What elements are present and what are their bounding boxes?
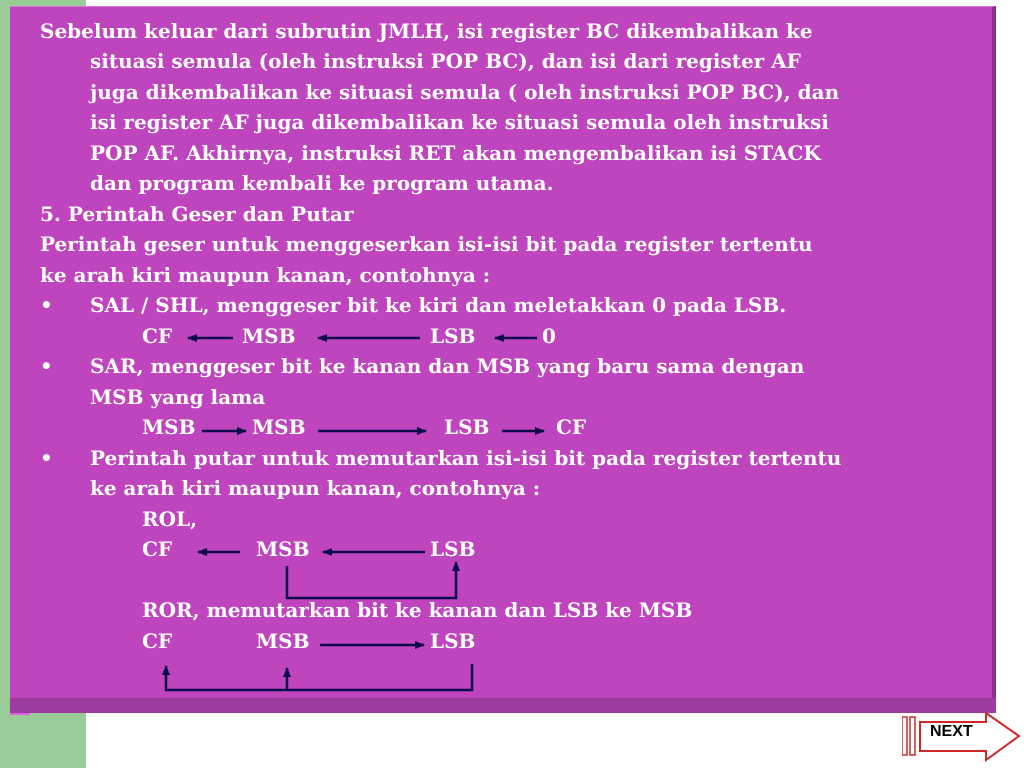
rol-lsb: LSB [430,537,476,561]
sal-cf: CF [142,324,173,348]
para1-line-1: Sebelum keluar dari subrutin JMLH, isi register BC dikembalikan ke [40,19,813,43]
bullet-2-line-2: MSB yang lama [90,385,266,409]
intro-line-2: ke arah kiri maupun kanan, contohnya : [40,263,491,287]
rol-loop-msb-to-lsb [287,562,456,598]
bullet-3-line-2: ke arah kiri maupun kanan, contohnya : [90,476,541,500]
sar-msb-old: MSB [142,415,196,439]
para1-line-5: POP AF. Akhirnya, instruksi RET akan mengembalikan isi STACK [90,141,821,165]
sal-msb: MSB [242,324,296,348]
bullet-3-marker: • [40,446,53,470]
next-label: NEXT [930,723,973,740]
sar-msb-new: MSB [252,415,306,439]
bullet-2-marker: • [40,354,53,378]
section-heading: 5. Perintah Geser dan Putar [40,202,354,226]
rol-cf: CF [142,537,173,561]
para1-line-6: dan program kembali ke program utama. [90,171,554,195]
bullet-2-line-1: SAR, menggeser bit ke kanan dan MSB yang baru sama dengan [90,354,805,378]
intro-line-1: Perintah geser untuk menggeserkan isi-isi bit pada register tertentu [40,232,813,256]
ror-lsb: LSB [430,629,476,653]
bullet-1-marker: • [40,293,53,317]
ror-label: ROR, memutarkan bit ke kanan dan LSB ke MSB [142,598,693,622]
sal-lsb: LSB [430,324,476,348]
sal-zero: 0 [542,324,556,348]
bullet-1-text: SAL / SHL, menggeser bit ke kiri dan meletakkan 0 pada LSB. [90,293,787,317]
para1-line-4: isi register AF juga dikembalikan ke situasi semula oleh instruksi [90,110,829,134]
para1-line-3: juga dikembalikan ke situasi semula ( oleh instruksi POP BC), dan [90,80,840,104]
ror-msb: MSB [256,629,310,653]
sar-lsb: LSB [444,415,490,439]
rol-label: ROL, [142,507,198,531]
sar-cf: CF [556,415,587,439]
rol-msb: MSB [256,537,310,561]
para1-line-2: situasi semula (oleh instruksi POP BC), dan isi dari register AF [90,49,801,73]
bullet-3-line-1: Perintah putar untuk memutarkan isi-isi bit pada register tertentu [90,446,842,470]
ror-loop-lsb-to-cf [166,664,472,690]
ror-cf: CF [142,629,173,653]
